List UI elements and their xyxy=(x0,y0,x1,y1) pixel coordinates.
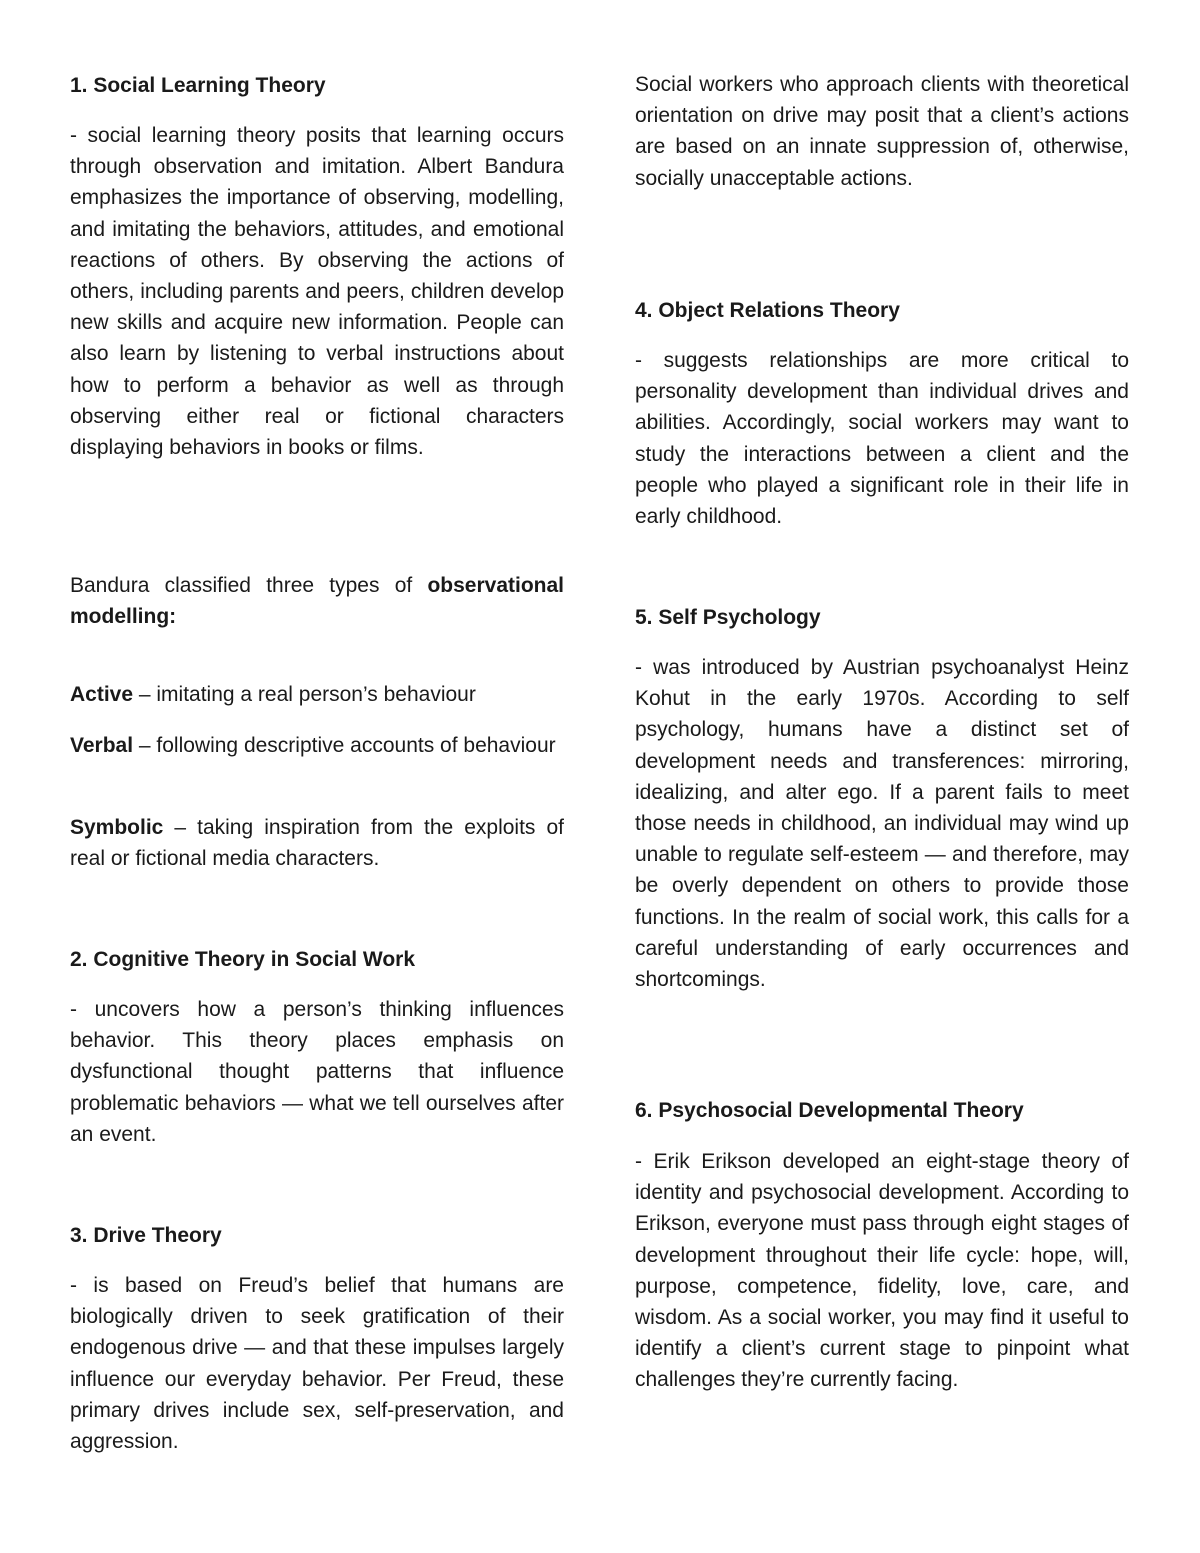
type-symbolic xyxy=(70,812,564,874)
modelling-intro-bold: observational modelling: xyxy=(70,574,564,629)
section-2-body: - uncovers how a person’s thinking influences behavior. This theory places emphasis on dysfunctional thought patterns that influence problematic behaviors — what we tell ourselves after an event. xyxy=(70,998,564,1146)
section-6-body: - Erik Erikson developed an eight-stage theory of identity and psychosocial development. According to Erikson, everyone must pass through eight stages of development throughout their life cycle: hope, will, purpose, competence, fidelity, love, care, and wisdom. As a social worker, you may find it useful to identify a client’s current stage to pinpoint what challenges they’re currently facing. xyxy=(635,1150,1129,1392)
type-active xyxy=(70,679,564,710)
type-verbal-term: Verbal xyxy=(70,734,134,757)
section-1-heading: 1. Social Learning Theory xyxy=(70,74,326,97)
type-verbal xyxy=(70,730,564,761)
type-active-desc: – imitating a real person’s behaviour xyxy=(133,683,476,706)
section-5-heading: 5. Self Psychology xyxy=(635,606,821,629)
section-3-continued: Social workers who approach clients with theoretical orientation on drive may posit that a client’s actions are based on an innate suppression of, otherwise, socially unacceptable actions. xyxy=(635,73,1129,190)
type-symbolic-desc: – taking inspiration from the exploits of real or fictional media characters. xyxy=(70,816,564,871)
section-3-body: - is based on Freud’s belief that humans are biologically driven to seek gratification of their endogenous drive — and that these impulses largely influence our everyday behavior. Per Freud, these primary drives include sex, self-preservation, and aggression. xyxy=(70,1274,564,1454)
modelling-intro xyxy=(70,570,564,632)
type-verbal-desc: – following descriptive accounts of behaviour xyxy=(133,734,556,757)
section-5-body: - was introduced by Austrian psychoanalyst Heinz Kohut in the early 1970s. According to self psychology, humans have a distinct set of development needs and transferences: mirroring, idealizing, and alter ego. If a parent fails to meet those needs in childhood, an individual may wind up unable to regulate self-esteem — and therefore, may be overly dependent on others to provide those functions. In the realm of social work, this calls for a careful understanding of early occurrences and shortcomings. xyxy=(635,656,1129,992)
type-symbolic-term: Symbolic xyxy=(70,816,164,839)
section-1-body: - social learning theory posits that learning occurs through observation and imitation. Albert Bandura emphasizes the importance of observing, modelling, and imitating the behaviors, attitudes, and emotional reactions of others. By observing the actions of others, including parents and peers, children develop new skills and acquire new information. People can also learn by listening to verbal instructions about how to perform a behavior as well as through observing either real or fictional characters displaying behaviors in books or films. xyxy=(70,124,564,460)
section-6-heading: 6. Psychosocial Developmental Theory xyxy=(635,1099,1024,1122)
type-active-term: Active xyxy=(70,683,134,706)
section-4-heading: 4. Object Relations Theory xyxy=(635,299,900,322)
modelling-intro-text: Bandura classified three types of xyxy=(70,574,428,597)
section-4-body: - suggests relationships are more critical to personality development than individual drives and abilities. Accordingly, social workers may want to study the interactions between a client and the people who played a significant role in their life in early childhood. xyxy=(635,349,1129,529)
section-3-heading: 3. Drive Theory xyxy=(70,1224,222,1247)
section-2-heading: 2. Cognitive Theory in Social Work xyxy=(70,948,416,971)
